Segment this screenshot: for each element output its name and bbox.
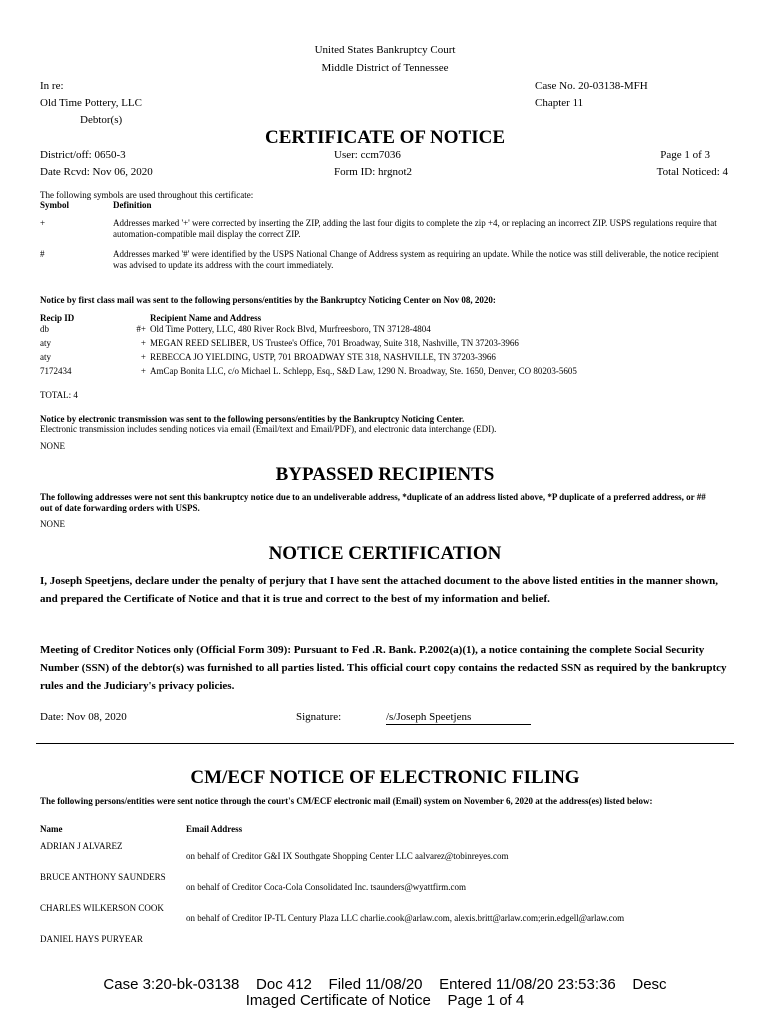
certification-declaration: I, Joseph Speetjens, declare under the penalty of perjury that I have sent the attached document to the above listed entities in the manner shown, and prepared the Certificate of Notice and that it is true and correct to the best of my information and belief.: [40, 575, 719, 605]
symbol-plus: +: [40, 218, 46, 228]
recip-mark: +: [140, 366, 146, 376]
recip-mark: +: [140, 338, 146, 348]
court-name: United States Bankruptcy Court: [314, 44, 456, 56]
cmecf-title: CM/ECF NOTICE OF ELECTRONIC FILING: [190, 767, 580, 788]
footer-case-line: Case 3:20-bk-03138 Doc 412 Filed 11/08/20 Entered 11/08/20 23:53:36 Desc: [103, 976, 667, 993]
cmecf-name: ADRIAN J ALVAREZ: [40, 841, 123, 851]
date-received: Date Rcvd: Nov 06, 2020: [40, 166, 153, 178]
bypassed-text: The following addresses were not sent this bankruptcy notice due to an undeliverable address, *duplicate of an address listed above, *P duplicate of a preferred address, or ## out of date forwarding orders with USPS.: [40, 492, 706, 513]
symbols-intro: The following symbols are used throughout this certificate:: [40, 190, 254, 200]
chapter: Chapter 11: [535, 97, 584, 109]
user-id: User: ccm7036: [334, 149, 401, 161]
recip-id: aty: [40, 352, 51, 362]
recip-id: 7172434: [40, 366, 72, 376]
cmecf-intro: The following persons/entities were sent notice through the court's CM/ECF electronic mail (Email) system on November 6, 2020 at the address(es) listed below:: [40, 796, 653, 806]
electronic-subtext: Electronic transmission includes sending notices via email (Email/text and Email/PDF), and electronic data interchange (EDI).: [40, 424, 497, 434]
debtor-label: Debtor(s): [80, 114, 123, 126]
recip-mark: +: [140, 352, 146, 362]
recip-address: Old Time Pottery, LLC, 480 River Rock Blvd, Murfreesboro, TN 37128-4804: [150, 324, 431, 334]
first-class-total: TOTAL: 4: [40, 390, 78, 400]
recip-address: MEGAN REED SELIBER, US Trustee's Office, 701 Broadway, Suite 318, Nashville, TN 37203-3966: [150, 338, 519, 348]
electronic-none: NONE: [40, 441, 65, 451]
court-district: Middle District of Tennessee: [321, 62, 449, 74]
cmecf-col-email: Email Address: [186, 824, 243, 834]
bypassed-title: BYPASSED RECIPIENTS: [275, 464, 495, 485]
footer-page-line: Imaged Certificate of Notice Page 1 of 4: [245, 992, 525, 1009]
cmecf-col-name: Name: [40, 824, 63, 834]
case-number: Case No. 20-03138-MFH: [535, 80, 648, 92]
cmecf-name: CHARLES WILKERSON COOK: [40, 903, 164, 913]
in-re-label: In re:: [40, 80, 64, 92]
symbol-plus-definition: Addresses marked '+' were corrected by inserting the ZIP, adding the last four digits to complete the zip +4, or replacing an incorrect ZIP. USPS regulations require that automation-compatible mail display the correct ZIP.: [113, 218, 717, 239]
symbols-col-symbol: Symbol: [40, 200, 70, 210]
electronic-heading: Notice by electronic transmission was sent to the following persons/entities by the Bankruptcy Noticing Center.: [40, 414, 465, 424]
col-recip-id: Recip ID: [40, 313, 75, 323]
certification-ssn-notice: Meeting of Creditor Notices only (Official Form 309): Pursuant to Fed .R. Bank. P.2002(a)(1), a notice containing the complete Social Security Number (SSN) of the debtor(s) was furnished to all parties listed. This official court copy contains the redacted SSN as required by the bankruptcy rules and the Judiciary's privacy policies.: [40, 644, 727, 692]
cmecf-detail: on behalf of Creditor Coca-Cola Consolidated Inc. tsaunders@wyattfirm.com: [186, 882, 466, 892]
symbol-hash-definition: Addresses marked '#' were identified by the USPS National Change of Address system as requiring an update. While the notice was still deliverable, the notice recipient was advised to update its address with the court immediately.: [113, 249, 719, 270]
symbols-col-definition: Definition: [113, 200, 152, 210]
total-noticed: Total Noticed: 4: [656, 166, 728, 178]
recip-mark: #+: [136, 324, 146, 334]
recip-address: REBECCA JO YIELDING, USTP, 701 BROADWAY STE 318, NASHVILLE, TN 37203-3966: [150, 352, 496, 362]
recip-id: aty: [40, 338, 51, 348]
section-divider: [36, 743, 734, 744]
page-number: Page 1 of 3: [660, 149, 710, 161]
certification-title: NOTICE CERTIFICATION: [268, 543, 502, 564]
cmecf-name: BRUCE ANTHONY SAUNDERS: [40, 872, 166, 882]
recip-id: db: [40, 324, 49, 334]
certification-date: Date: Nov 08, 2020: [40, 711, 127, 723]
cmecf-detail: on behalf of Creditor IP-TL Century Plaza LLC charlie.cook@arlaw.com, alexis.britt@arlaw.com;erin.edgell@arlaw.com: [186, 913, 625, 923]
cmecf-name: DANIEL HAYS PURYEAR: [40, 934, 143, 944]
symbol-hash: #: [40, 249, 45, 259]
debtor-name: Old Time Pottery, LLC: [40, 97, 142, 109]
district-office: District/off: 0650-3: [40, 149, 126, 161]
cmecf-detail: on behalf of Creditor G&I IX Southgate Shopping Center LLC aalvarez@tobinreyes.com: [186, 851, 509, 861]
bypassed-none: NONE: [40, 519, 65, 529]
recip-address: AmCap Bonita LLC, c/o Michael L. Schlepp, Esq., S&D Law, 1290 N. Broadway, Ste. 1650, Denver, CO 80203-5605: [150, 366, 577, 376]
signature-label: Signature:: [296, 711, 342, 723]
page-title: CERTIFICATE OF NOTICE: [264, 127, 506, 148]
first-class-heading: Notice by first class mail was sent to the following persons/entities by the Bankruptcy Noticing Center on Nov 08, 2020:: [40, 295, 496, 305]
signature: /s/Joseph Speetjens: [386, 711, 531, 725]
col-recipient: Recipient Name and Address: [150, 313, 262, 323]
form-id: Form ID: hrgnot2: [334, 166, 413, 178]
